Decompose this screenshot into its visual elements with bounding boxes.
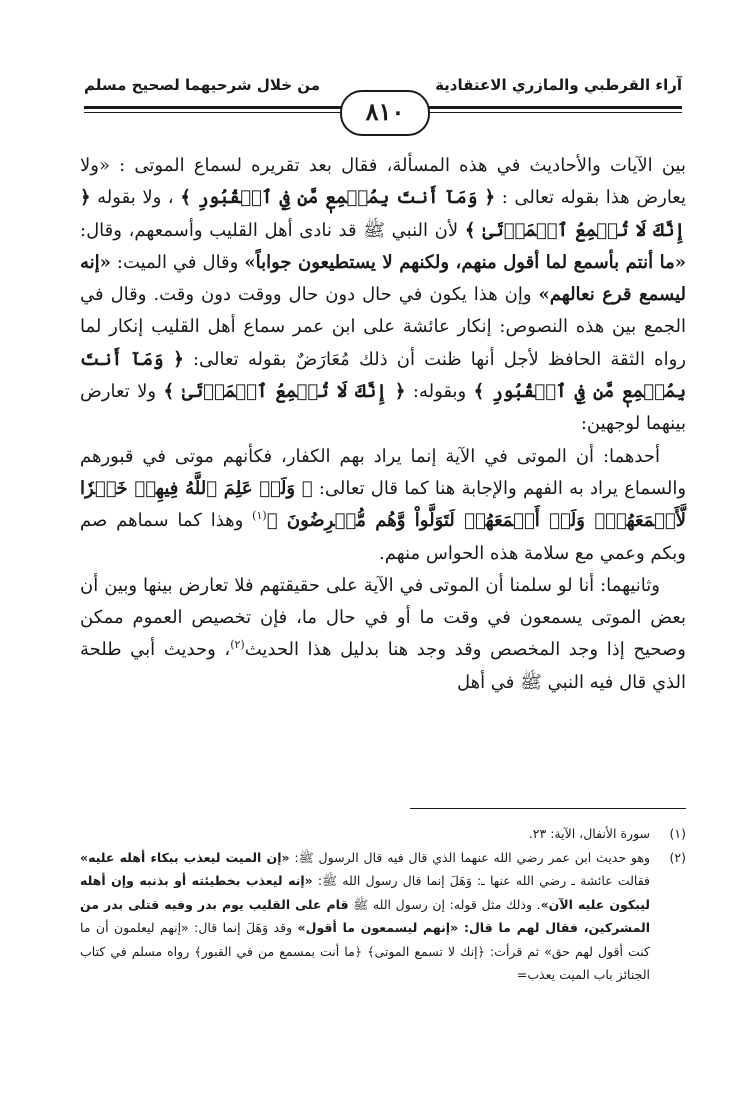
footnote-number: (١) <box>669 826 686 841</box>
text-run: ولا تعارض بينهما لوجهين: <box>80 381 686 435</box>
quran-verse: ﴿ وَلَوۡ عَلِمَ ٱللَّهُ فِيهِمۡ خَيۡرٗا لَّأَسۡمَعَهُمۡۖ وَلَوۡ أَسۡمَعَهُمۡ لَتَوَلَّواْ وَّهُم مُّعۡرِضُونَ ﴾ <box>80 477 686 532</box>
footnote-text: فقالت عائشة ـ رضي الله عنها ـ: وَهَلَ إنما قال رسول الله ﷺ: <box>312 873 650 888</box>
running-header <box>84 76 682 136</box>
hadith-quote: «إنه ليسمع قرع نعالهم» <box>80 251 686 306</box>
footnote-ref-2[interactable]: (٢) <box>230 638 245 652</box>
footnote-text: . وذلك مثل قوله: إن رسول الله ﷺ <box>348 896 541 912</box>
footnote-1 <box>80 822 686 846</box>
text-run: وثانيهما: أنا لو سلمنا أن الموتى في الآية على حقيقتهم فلا تعارض بينها وبين أن بعض الموتى يسمعون في وقت ما أو في حال ما، فإن تخصيص العموم ممكن وصحيح إذا وجد المخصص وقد وجد هنا بدليل هذا الحديث <box>80 574 686 661</box>
footnote-number: (٢) <box>669 849 686 865</box>
quran-verse: ﴿ إِنَّكَ لَا تُسۡمِعُ ٱلۡمَوۡتَىٰ ﴾ <box>163 381 406 403</box>
text-run: ، ولا بقوله <box>90 187 174 209</box>
text-run: وقال في الميت: <box>110 251 239 273</box>
text-run: وهذا كما سماهم صم وبكم وعمي مع سلامة هذه الحواس منهم. <box>80 510 686 564</box>
hadith-quote: «ما أنتم بأسمع لما أقول منهم، ولكنهم لا يستطيعون جواباً» <box>244 251 686 273</box>
page-number: ٨١٠ <box>340 90 430 136</box>
footnote-text: وهو حديث ابن عمر رضي الله عنهما الذي قال فيه قال الرسول ﷺ: <box>289 849 650 865</box>
text-run: وبقوله: <box>405 381 467 403</box>
text-run: ، وحديث أبي طلحة الذي قال فيه النبي ﷺ في أهل <box>80 639 686 693</box>
text-run: وإن هذا يكون في حال دون حال ووقت دون وقت. وقال في الجمع بين هذه النصوص: إنكار عائشة على ابن عمر سماع أهل القليب إنكار لما رواه الثقة الحافظ لأجل أنها ظنت أن ذلك مُعَارَضٌ بقوله تعالى: <box>80 284 686 370</box>
paragraph-1 <box>80 150 686 441</box>
footnote-text: وقد وَهَلَ إنما قال: «إنهم ليعلمون أن ما كنت أقول لهم حق» ثم قرأت: ﴿إنك لا تسمع الموتى﴾ ﴿ما أنت بمسمع من في القبور﴾ رواه مسلم في كتاب الجنائز باب الميت يعذب= <box>80 920 650 982</box>
text-run: أحدهما: أن الموتى في الآية إنما يراد بهم الكفار، فكأنهم موتى في قبورهم والسماع يراد به الفهم والإجابة هنا كما قال تعالى: <box>80 445 687 499</box>
hadith-quote: «إنه ليعذب بخطيئته أو بذنبه وإن أهله ليبكون عليه الآن» <box>80 873 650 912</box>
quran-verse: ﴿ إِنَّكَ لَا تُسۡمِعُ ٱلۡمَوۡتَىٰ ﴾ <box>80 187 686 241</box>
footnote-2 <box>80 846 686 987</box>
quran-verse: ﴿ وَمَآ أَنتَ بِمُسۡمِعٖ مَّن فِي ٱلۡقُبُورِ ﴾ <box>80 348 686 403</box>
footnote-text: سورة الأنفال، الآية: ٢٣. <box>528 826 650 841</box>
paragraph-2 <box>80 441 686 570</box>
text-run: بين الآيات والأحاديث في هذه المسألة، فقال بعد تقريره لسماع الموتى : «ولا يعارض هذا بقوله تعالى : <box>80 155 686 209</box>
footnote-ref-1[interactable]: (١) <box>252 509 267 523</box>
footnotes <box>80 822 686 987</box>
hadith-quote: قام على القليب يوم بدر وفيه قتلى بدر من المشركين، فقال لهم ما قال: «إنهم ليسمعون ما أقول» <box>80 896 650 935</box>
quran-verse: ﴿ وَمَآ أَنتَ بِمُسۡمِعٖ مَّن فِي ٱلۡقُبُورِ ﴾ <box>180 187 496 209</box>
text-run: لأن النبي ﷺ قد نادى أهل القليب وأسمعهم، وقال: <box>80 219 459 241</box>
header-book-title: آراء القرطبي والمازري الاعتقادية <box>435 76 682 94</box>
hadith-quote: «إن الميت ليعذب ببكاء أهله عليه» <box>80 849 290 865</box>
main-text <box>80 150 686 699</box>
paragraph-3 <box>80 570 686 699</box>
footnote-separator <box>410 808 686 809</box>
header-subtitle: من خلال شرحيهما لصحيح مسلم <box>84 76 321 94</box>
